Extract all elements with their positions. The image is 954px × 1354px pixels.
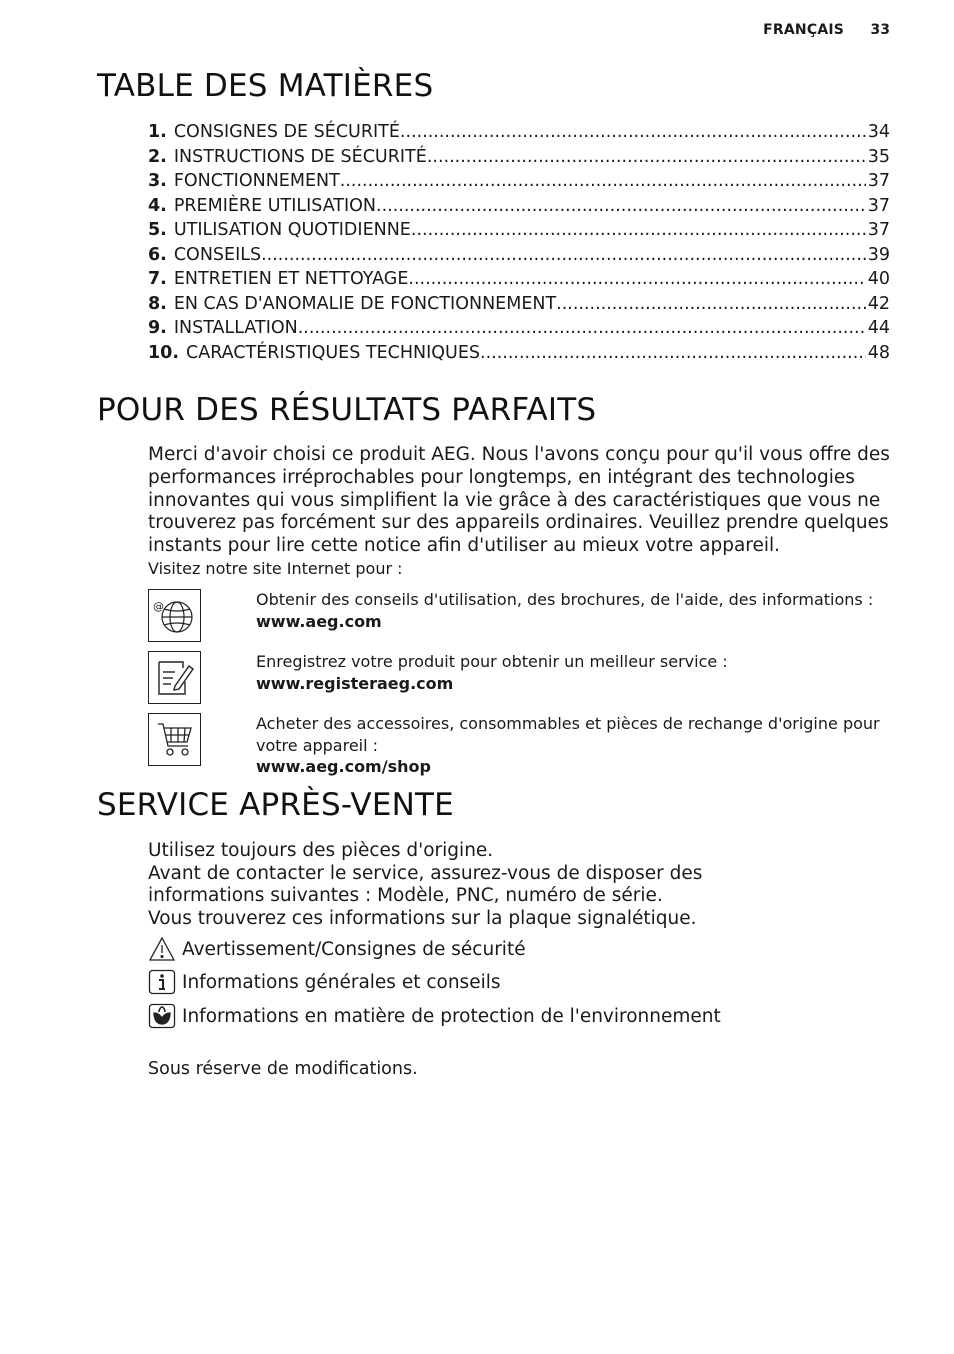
- toc-item-label: CONSEILS: [173, 244, 262, 265]
- toc-item-number: 1.: [148, 122, 167, 142]
- toc-item[interactable]: [148, 169, 890, 194]
- toc-item-label: CARACTÉRISTIQUES TECHNIQUES: [186, 342, 481, 363]
- toc-item-page: 35: [867, 146, 890, 167]
- toc-item-page: 40: [867, 269, 890, 289]
- toc-title: TABLE DES MATIÈRES: [97, 68, 434, 104]
- page-header: [763, 22, 890, 38]
- legend-label: Informations en matière de protection de l'environnement: [182, 1005, 721, 1027]
- toc-leader: [400, 120, 866, 145]
- link-text: [256, 589, 896, 632]
- toc-item-label: PREMIÈRE UTILISATION: [173, 195, 377, 216]
- toc-leader: [480, 341, 866, 366]
- toc-item-number: 7.: [148, 269, 167, 289]
- toc-item[interactable]: [148, 243, 890, 268]
- service-line: Vous trouverez ces informations sur la plaque signalétique.: [148, 908, 697, 930]
- language-label: FRANÇAIS: [763, 22, 845, 38]
- toc-item-label: INSTRUCTIONS DE SÉCURITÉ: [173, 146, 427, 167]
- toc-leader: [411, 218, 866, 243]
- table-of-contents: [148, 120, 890, 365]
- toc-item-label: FONCTIONNEMENT: [173, 171, 340, 191]
- toc-item-page: 37: [867, 195, 890, 216]
- toc-leader: [427, 145, 866, 170]
- toc-item-number: 5.: [148, 220, 167, 240]
- toc-leader: [298, 316, 866, 341]
- service-paragraph: [148, 840, 890, 931]
- globe-icon: [148, 589, 201, 642]
- toc-item-label: UTILISATION QUOTIDIENNE: [173, 220, 411, 240]
- legend-label: Informations générales et conseils: [182, 971, 501, 993]
- visit-label: Visitez notre site Internet pour :: [148, 559, 403, 578]
- toc-leader: [408, 267, 865, 292]
- service-line: Utilisez toujours des pièces d'origine.: [148, 840, 494, 861]
- link-url[interactable]: www.aeg.com: [256, 611, 382, 631]
- warning-icon: [148, 936, 176, 962]
- intro-paragraph: Merci d'avoir choisi ce produit AEG. Nous l'avons conçu pour qu'il vous offre des performances irréprochables pour longtemps, en intégrant des technologies innovantes qui vous simplifient la vie grâce à des caractéristiques que vous ne trouverez pas forcément sur des appareils ordinaires. Veuillez prendre quelques instants pour lire cette notice afin d'utiliser au mieux votre appareil.: [148, 444, 890, 557]
- toc-item-page: 39: [867, 244, 890, 265]
- toc-item[interactable]: [148, 145, 890, 170]
- toc-item[interactable]: [148, 341, 890, 366]
- toc-item-label: ENTRETIEN ET NETTOYAGE: [173, 269, 409, 289]
- toc-item[interactable]: [148, 218, 890, 243]
- link-url[interactable]: www.aeg.com/shop: [256, 757, 431, 776]
- toc-item-page: 37: [867, 220, 890, 240]
- toc-item-page: 34: [867, 122, 890, 142]
- toc-leader: [261, 243, 866, 268]
- toc-item-page: 44: [867, 318, 890, 338]
- service-title: SERVICE APRÈS-VENTE: [97, 787, 454, 823]
- toc-item[interactable]: [148, 292, 890, 317]
- toc-item-number: 6.: [148, 244, 167, 265]
- svg-text:@: @: [153, 600, 164, 613]
- info-icon: [148, 969, 176, 995]
- link-text: [256, 713, 896, 778]
- toc-item-label: EN CAS D'ANOMALIE DE FONCTIONNEMENT: [173, 293, 557, 314]
- footer-note: Sous réserve de modifications.: [148, 1059, 418, 1079]
- link-url[interactable]: www.registeraeg.com: [256, 673, 454, 693]
- link-description: Acheter des accessoires, consommables et pièces de rechange d'origine pour votre appareil :: [256, 714, 880, 755]
- toc-item-page: 48: [867, 342, 890, 363]
- toc-leader: [340, 169, 866, 194]
- toc-item-label: CONSIGNES DE SÉCURITÉ: [173, 122, 400, 142]
- page-number: 33: [870, 22, 890, 38]
- results-title: POUR DES RÉSULTATS PARFAITS: [97, 392, 597, 428]
- toc-item[interactable]: [148, 120, 890, 145]
- link-description: Obtenir des conseils d'utilisation, des brochures, de l'aide, des informations :: [256, 590, 874, 609]
- toc-leader: [376, 194, 866, 219]
- legend-environment: [148, 1003, 721, 1029]
- link-description: Enregistrez votre produit pour obtenir un meilleur service :: [256, 652, 728, 671]
- toc-item-number: 4.: [148, 195, 167, 216]
- legend-info: [148, 969, 501, 995]
- toc-item-number: 10.: [148, 342, 180, 363]
- register-icon: [148, 651, 201, 704]
- toc-item[interactable]: [148, 194, 890, 219]
- toc-item-label: INSTALLATION: [173, 318, 298, 338]
- link-text: [256, 651, 896, 694]
- shopping-cart-icon: [148, 713, 201, 766]
- environment-icon: [148, 1003, 176, 1029]
- toc-item-page: 37: [867, 171, 890, 191]
- toc-item[interactable]: [148, 267, 890, 292]
- toc-item-number: 8.: [148, 293, 167, 314]
- toc-leader: [556, 292, 866, 317]
- toc-item-number: 9.: [148, 318, 167, 338]
- legend-label: Avertissement/Consignes de sécurité: [182, 938, 526, 960]
- toc-item[interactable]: [148, 316, 890, 341]
- service-line: Avant de contacter le service, assurez-vous de disposer des informations suivantes : Modèle, PNC, numéro de série.: [148, 862, 703, 907]
- toc-item-number: 3.: [148, 171, 167, 191]
- toc-item-page: 42: [867, 293, 890, 314]
- legend-warning: [148, 936, 526, 962]
- toc-item-number: 2.: [148, 146, 167, 167]
